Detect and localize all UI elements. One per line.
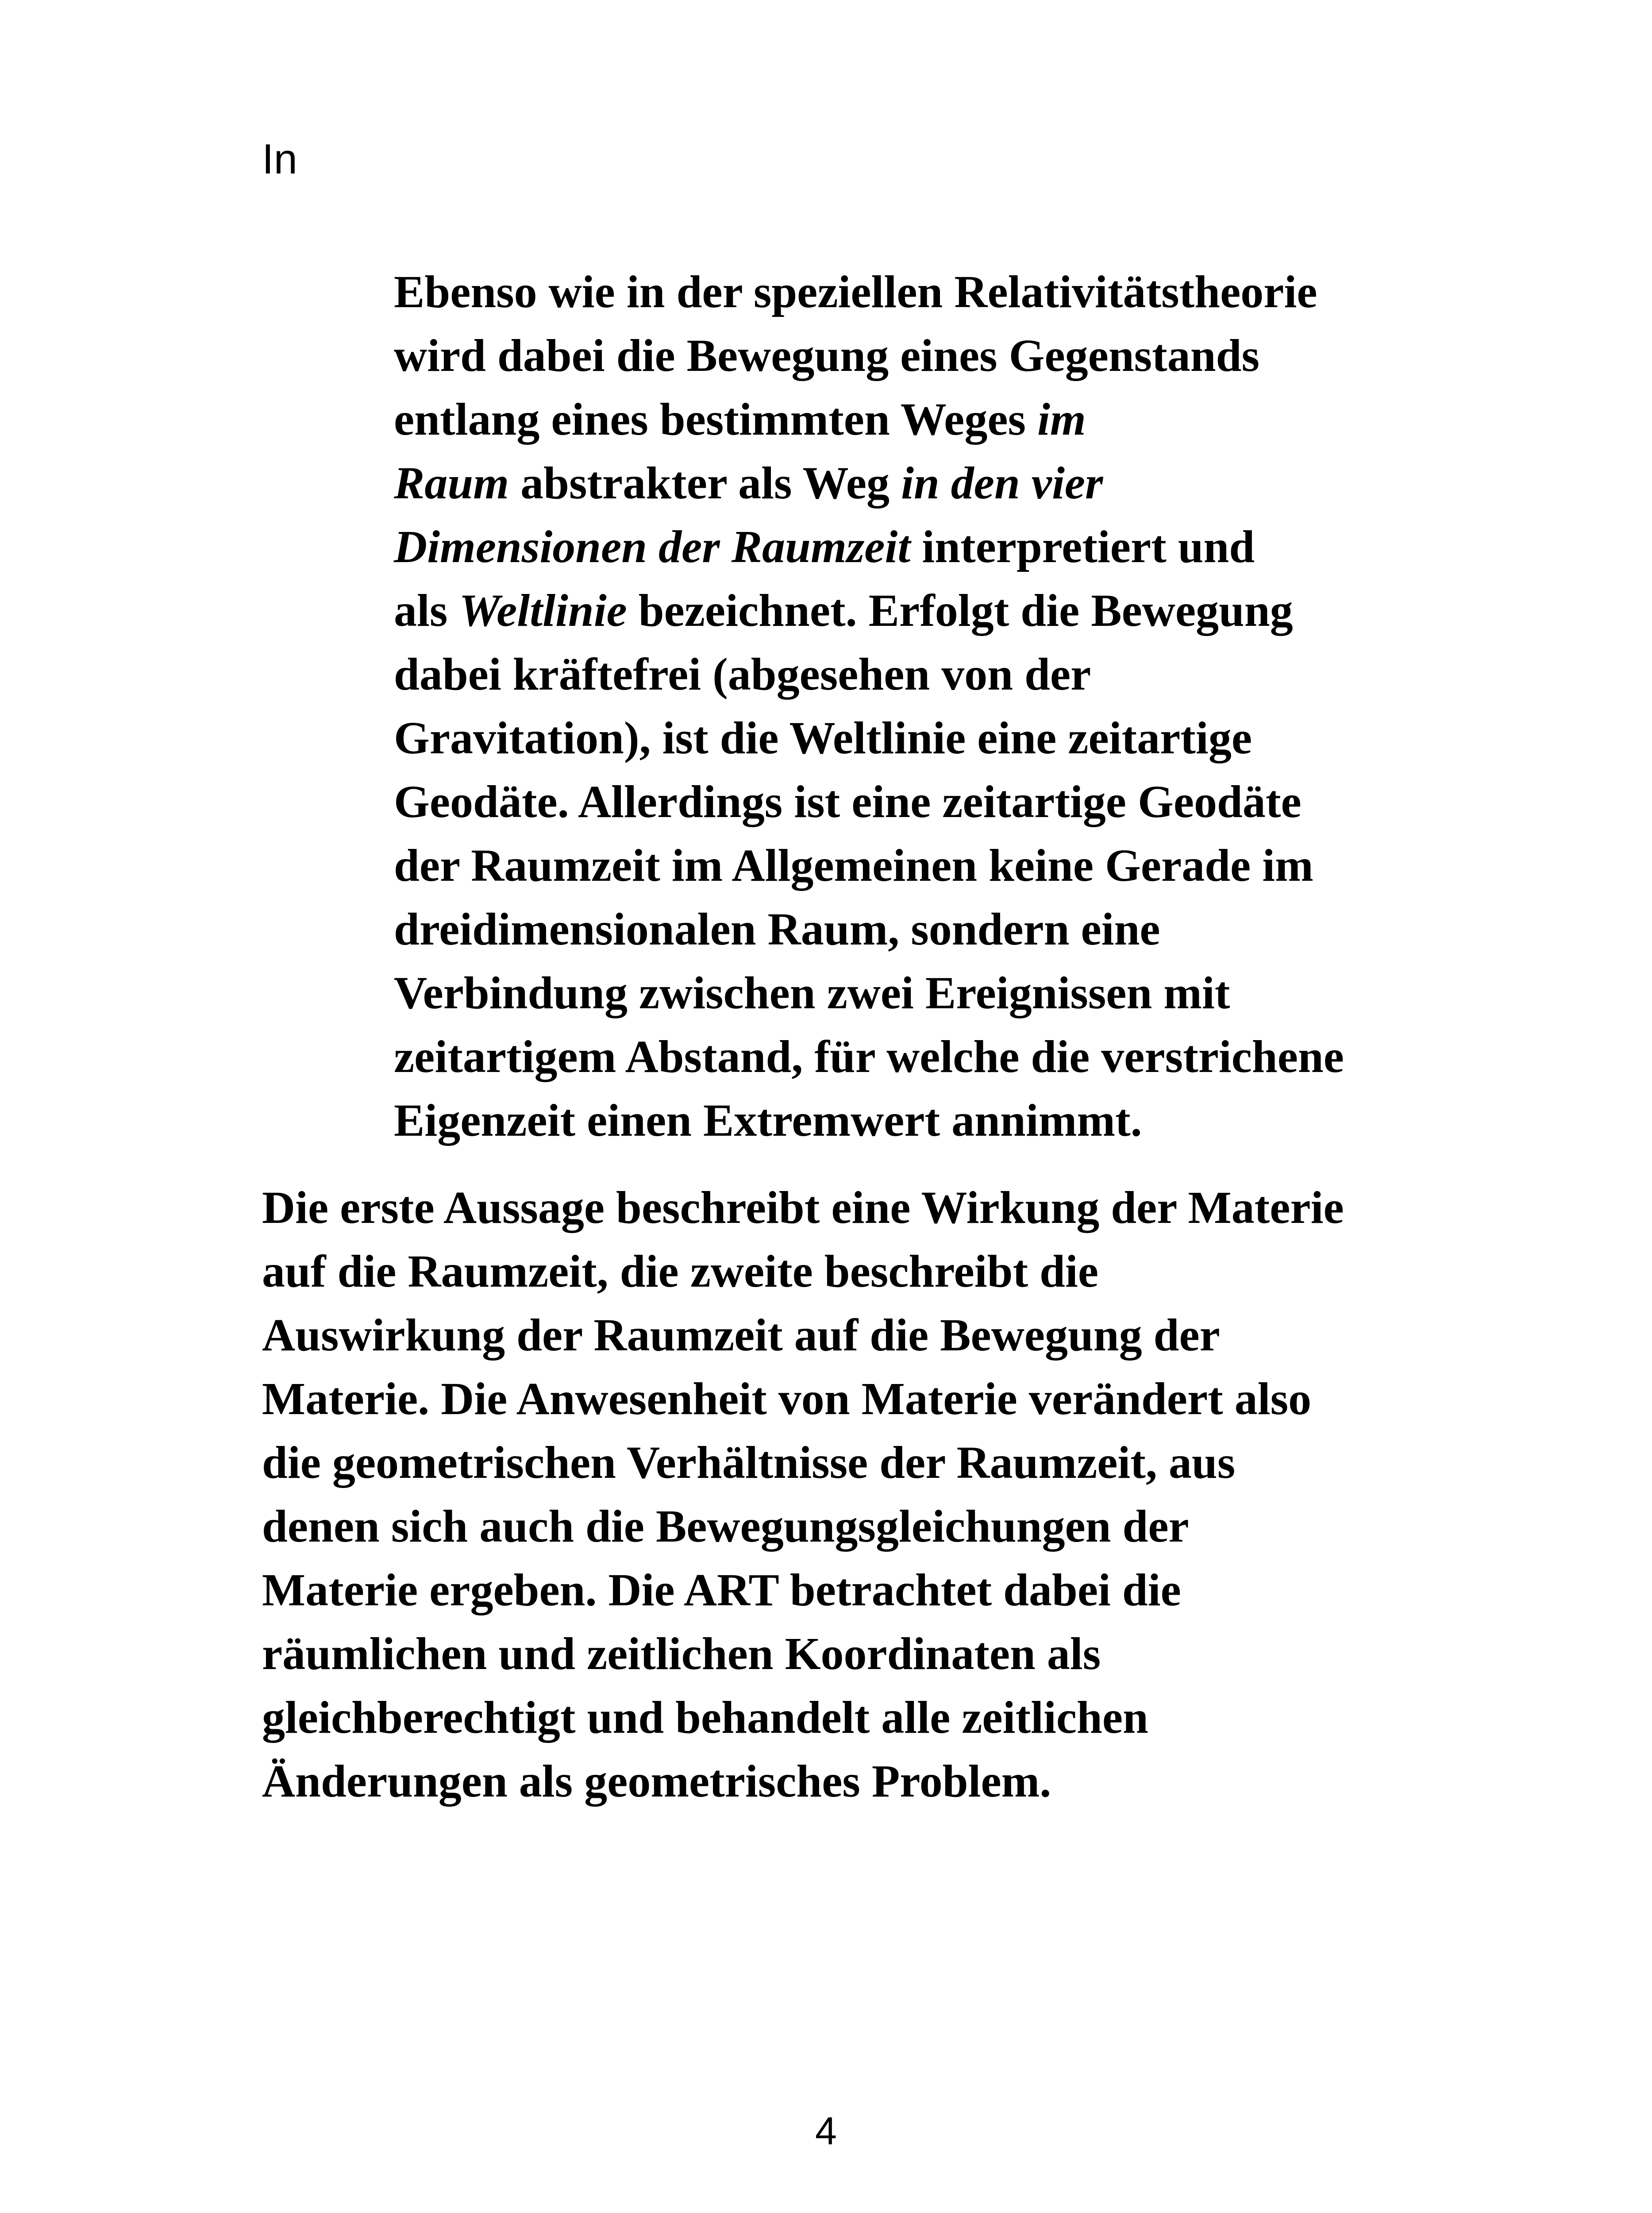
blockquote-line [394,1025,1412,1089]
text-run: Geodäte. Allerdings ist eine zeitartige Geodäte [394,776,1302,827]
blockquote-line [394,834,1412,898]
blockquote-line [394,579,1412,643]
blockquote-line [394,770,1412,834]
body-line: Materie ergeben. Die ART betrachtet dabei die [262,1565,1181,1615]
body-paragraph [262,1176,1413,1813]
body-line: räumlichen und zeitlichen Koordinaten als [262,1628,1101,1679]
blockquote-line [394,451,1412,515]
text-run: wird dabei die Bewegung eines Gegenstands [394,330,1259,381]
text-run: der Raumzeit im Allgemeinen keine Gerade im [394,840,1313,891]
text-run: als [394,585,459,636]
italic-term: in den vier [901,458,1103,509]
text-run: Ebenso wie in der speziellen Relativitätstheorie [394,266,1317,317]
text-run: interpretiert und [910,521,1255,572]
blockquote-line [394,898,1412,961]
blockquote-line [394,643,1412,706]
italic-term: Raum [394,458,509,509]
italic-term: Weltlinie [459,585,627,636]
body-line: auf die Raumzeit, die zweite beschreibt die [262,1246,1098,1297]
blockquote-line [394,1089,1412,1153]
body-line: Änderungen als geometrisches Problem. [262,1756,1051,1807]
body-line: gleichberechtigt und behandelt alle zeitlichen [262,1692,1148,1743]
blockquote-line [394,961,1412,1025]
text-run: Gravitation), ist die Weltlinie eine zeitartige [394,713,1252,763]
text-run: zeitartigem Abstand, für welche die verstrichene [394,1031,1344,1082]
text-run: dreidimensionalen Raum, sondern eine [394,904,1160,955]
body-line: Materie. Die Anwesenheit von Materie verändert also [262,1373,1312,1424]
blockquote [394,260,1412,1153]
blockquote-line [394,706,1412,770]
italic-term: Dimensionen der Raumzeit [394,521,911,572]
heading-fragment: In [262,135,298,183]
text-run: entlang eines bestimmten Weges [394,394,1037,445]
body-line: Auswirkung der Raumzeit auf die Bewegung der [262,1310,1220,1361]
italic-term: im [1037,394,1086,445]
body-line: die geometrischen Verhältnisse der Raumzeit, aus [262,1437,1236,1488]
blockquote-line [394,260,1412,324]
body-line: denen sich auch die Bewegungsgleichungen der [262,1501,1189,1552]
text-run: bezeichnet. Erfolgt die Bewegung [627,585,1293,636]
blockquote-line [394,324,1412,388]
blockquote-line [394,515,1412,579]
text-run: dabei kräftefrei (abgesehen von der [394,649,1091,700]
blockquote-line [394,388,1412,451]
page-number: 4 [815,2109,837,2153]
text-run: Verbindung zwischen zwei Ereignissen mit [394,968,1230,1018]
text-run: abstrakter als Weg [509,458,901,509]
body-line: Die erste Aussage beschreibt eine Wirkung der Materie [262,1182,1344,1233]
text-run: Eigenzeit einen Extremwert annimmt. [394,1095,1142,1146]
